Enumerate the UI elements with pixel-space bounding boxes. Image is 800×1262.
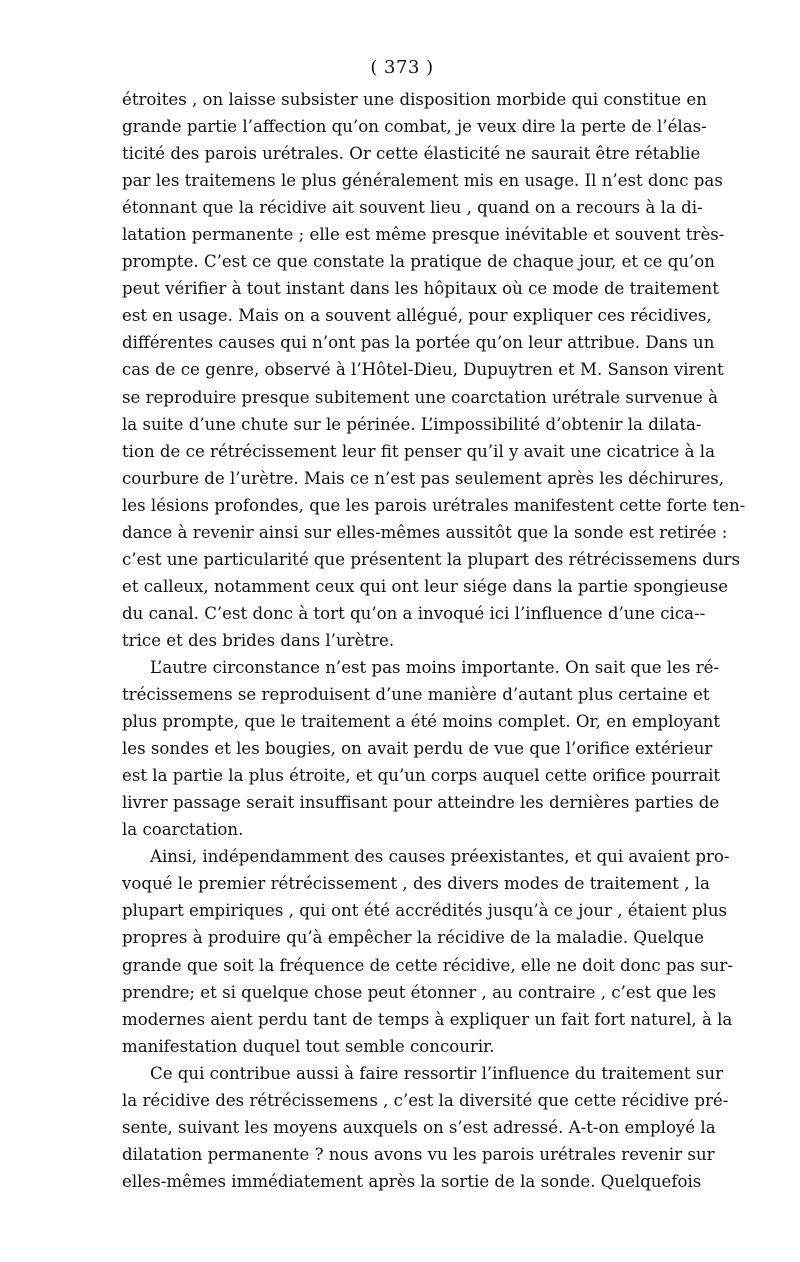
text-line: manifestation duquel tout semble concourir. bbox=[122, 1036, 495, 1056]
text-line: ticité des parois urétrales. Or cette élasticité ne saurait être rétablie bbox=[122, 144, 701, 164]
text-line: par les traitemens le plus généralement mis en usage. Il n’est donc pas bbox=[122, 171, 723, 191]
text-line: les sondes et les bougies, on avait perdu de vue que l’orifice extérieur bbox=[122, 739, 713, 759]
text-line: grande que soit la fréquence de cette récidive, elle ne doit donc pas sur- bbox=[122, 955, 733, 975]
text-line: est la partie la plus étroite, et qu’un corps auquel cette orifice pourrait bbox=[122, 766, 721, 786]
text-line: étroites , on laisse subsister une disposition morbide qui constitue en bbox=[122, 90, 707, 109]
paragraph bbox=[122, 86, 746, 654]
text-line: livrer passage serait insuffisant pour atteindre les dernières parties de bbox=[122, 793, 720, 813]
text-line: du canal. C’est donc à tort qu’on a invoqué ici l’influence d’une cica-- bbox=[122, 603, 706, 623]
text-line: L’autre circonstance n’est pas moins importante. On sait que les ré- bbox=[150, 657, 720, 677]
text-line: et calleux, notamment ceux qui ont leur siége dans la partie spongieuse bbox=[122, 576, 729, 596]
text-line: peut vérifier à tout instant dans les hôpitaux où ce mode de traitement bbox=[122, 279, 719, 299]
text-line: étonnant que la récidive ait souvent lieu , quand on a recours à la di- bbox=[122, 198, 703, 218]
text-line: plupart empiriques , qui ont été accrédités jusqu’à ce jour , étaient plus bbox=[122, 901, 728, 921]
text-line: tion de ce rétrécissement leur fit penser qu’il y avait une cicatrice à la bbox=[122, 441, 715, 461]
text-line: prendre; et si quelque chose peut étonner , au contraire , c’est que les bbox=[122, 982, 717, 1002]
text-line: la suite d’une chute sur le périnée. L’impossibilité d’obtenir la dilata- bbox=[122, 414, 702, 434]
text-line: elles-mêmes immédiatement après la sortie de la sonde. Quelquefois bbox=[122, 1171, 702, 1191]
text-line: les lésions profondes, que les parois urétrales manifestent cette forte ten- bbox=[122, 495, 746, 515]
book-page bbox=[122, 56, 746, 1195]
text-line: la coarctation. bbox=[122, 820, 244, 840]
text-line: propres à produire qu’à empêcher la récidive de la maladie. Quelque bbox=[122, 928, 704, 948]
text-line: Ce qui contribue aussi à faire ressortir l’influence du traitement sur bbox=[150, 1063, 724, 1083]
text-line: prompte. C’est ce que constate la pratique de chaque jour, et ce qu’on bbox=[122, 252, 715, 272]
text-line: est en usage. Mais on a souvent allégué, pour expliquer ces récidives, bbox=[122, 306, 712, 326]
text-line: c’est une particularité que présentent la plupart des rétrécissemens durs bbox=[122, 549, 740, 569]
paragraph bbox=[122, 654, 721, 843]
text-line: sente, suivant les moyens auxquels on s’est adressé. A-t-on employé la bbox=[122, 1117, 716, 1137]
page-number: ( 373 ) bbox=[370, 57, 434, 78]
text-line: latation permanente ; elle est même presque inévitable et souvent très- bbox=[122, 225, 725, 245]
paragraph bbox=[122, 843, 733, 1059]
text-line: modernes aient perdu tant de temps à expliquer un fait fort naturel, à la bbox=[122, 1009, 733, 1029]
text-line: voqué le premier rétrécissement , des divers modes de traitement , la bbox=[122, 874, 710, 894]
text-line: se reproduire presque subitement une coarctation urétrale survenue à bbox=[122, 387, 719, 407]
paragraph bbox=[122, 1060, 729, 1195]
text-line: la récidive des rétrécissemens , c’est la diversité que cette récidive pré- bbox=[122, 1090, 729, 1110]
text-line: courbure de l’urètre. Mais ce n’est pas seulement après les déchirures, bbox=[122, 468, 725, 488]
text-line: dance à revenir ainsi sur elles-mêmes aussitôt que la sonde est retirée : bbox=[122, 522, 728, 542]
text-line: trice et des brides dans l’urètre. bbox=[122, 630, 395, 650]
text-line: Ainsi, indépendamment des causes préexistantes, et qui avaient pro- bbox=[150, 847, 730, 867]
text-line: trécissemens se reproduisent d’une manière d’autant plus certaine et bbox=[122, 685, 710, 705]
text-line: cas de ce genre, observé à l’Hôtel-Dieu, Dupuytren et M. Sanson virent bbox=[122, 360, 724, 380]
body-text bbox=[122, 86, 746, 1195]
text-line: dilatation permanente ? nous avons vu les parois urétrales revenir sur bbox=[122, 1144, 715, 1164]
text-line: plus prompte, que le traitement a été moins complet. Or, en employant bbox=[122, 712, 721, 732]
text-line: grande partie l’affection qu’on combat, je veux dire la perte de l’élas- bbox=[122, 117, 707, 137]
text-line: différentes causes qui n’ont pas la portée qu’on leur attribue. Dans un bbox=[122, 333, 715, 353]
